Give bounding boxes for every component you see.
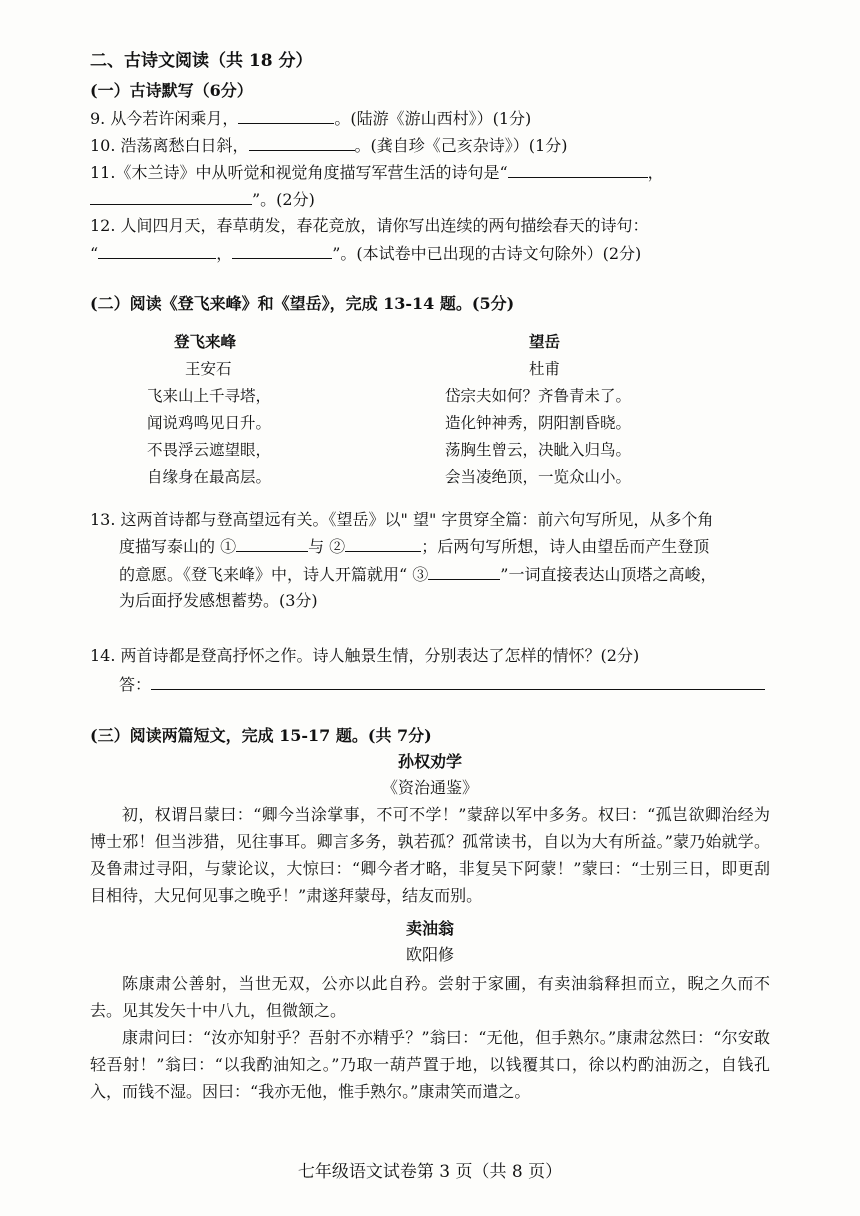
text2-author: 欧阳修 (405, 945, 454, 964)
poem1-line: 不畏浮云遮望眼， (147, 441, 272, 459)
section-title: 二、古诗文阅读（共 18 分） (90, 51, 313, 71)
question-13-cont: 为后面抒发感想蓄势。(3分) (119, 591, 318, 610)
question-13: 13. 这两首诗都与登高望远有关。《望岳》以" 望" 字贯穿全篇：前六句写所见，从多个角 (90, 510, 714, 529)
poem1-line: 飞来山上千寻塔， (147, 387, 272, 405)
question-12: 12. 人间四月天，春草萌发，春花竞放，请你写出连续的两句描绘春天的诗句： (90, 216, 649, 235)
answer-blank[interactable] (345, 535, 421, 552)
poem1-line: 闻说鸡鸣见日升。 (147, 414, 272, 432)
answer-blank[interactable] (90, 188, 252, 205)
answer-line[interactable] (151, 673, 765, 690)
subsection-1-title: (一）古诗默写（6分） (90, 81, 253, 100)
paragraph: 陈康肃公善射，当世无双，公亦以此自矜。尝射于家圃，有卖油翁释担而立，睨之久而不去。见其发矢十中八九，但微颔之。 (90, 974, 770, 1020)
poem2-line: 荡胸生曾云，决眦入归鸟。 (445, 441, 632, 459)
poem1-line: 自缘身在最高层。 (147, 468, 272, 486)
question-14: 14. 两首诗都是登高抒怀之作。诗人触景生情，分别表达了怎样的情怀？(2分) (90, 646, 640, 665)
question-14-answer: 答： (119, 673, 765, 696)
question-11-cont: ”。(2分) (90, 188, 315, 211)
answer-blank[interactable] (232, 242, 332, 259)
page-footer: 七年级语文试卷第 3 页（共 8 页） (297, 1162, 563, 1182)
question-13-cont: 的意愿。《登飞来峰》中，诗人开篇就用“ ③ ”一词直接表达山顶塔之高峻， (119, 565, 717, 584)
poem1-author: 王安石 (185, 360, 232, 378)
paragraph: 康肃问曰：“汝亦知射乎？吾射不亦精乎？”翁曰：“无他，但手熟尔。”康肃忿然曰：“尔安敢轻吾射！”翁曰：“以我酌油知之。”乃取一葫芦置于地，以钱覆其口，徐以杓酌油沥之，自钱孔入，而钱不湿。因曰：“我亦无他，惟手熟尔。”康肃笑而遣之。 (90, 1028, 770, 1101)
text1-source: 《资治通鉴》 (381, 778, 478, 797)
question-9: 9. 从今若许闲乘月， 。(陆游《游山西村》）(1分) (90, 109, 532, 128)
question-11: 11.《木兰诗》中从听觉和视觉角度描写军营生活的诗句是“ ， (90, 163, 664, 182)
question-10: 10. 浩荡离愁白日斜， 。(龚自珍《己亥杂诗》）(1分) (90, 136, 568, 155)
poem2-author: 杜甫 (529, 360, 561, 378)
answer-blank[interactable] (428, 563, 500, 580)
poem2-line: 造化钟神秀，阴阳割昏晓。 (445, 414, 632, 432)
text2-body (90, 970, 770, 1105)
text2-title: 卖油翁 (405, 919, 454, 938)
answer-blank[interactable] (238, 107, 334, 124)
question-13-cont: 度描写泰山的 ① 与 ② ；后两句写所想，诗人由望岳而产生登顶 (119, 537, 710, 556)
text1-title: 孙权劝学 (397, 752, 462, 771)
answer-blank[interactable] (249, 134, 355, 151)
answer-blank[interactable] (98, 242, 216, 259)
question-12-cont: “ ， ”。(本试卷中已出现的古诗文句除外）(2分) (90, 244, 642, 263)
text1-body (90, 801, 770, 909)
poem2-line: 岱宗夫如何？齐鲁青未了。 (445, 387, 632, 405)
poem2-line: 会当凌绝顶，一览众山小。 (445, 468, 632, 486)
paragraph: 初，权谓吕蒙曰：“卿今当涂掌事，不可不学！”蒙辞以军中多务。权曰：“孤岂欲卿治经为博士邪！但当涉猎，见往事耳。卿言多务，孰若孤？孤常读书，自以为大有所益。”蒙乃始就学。及鲁肃过寻阳，与蒙论议，大惊曰：“卿今者才略，非复吴下阿蒙！”蒙曰：“士别三日，即更刮目相待，大兄何见事之晚乎！”肃遂拜蒙母，结友而别。 (90, 805, 770, 905)
answer-blank[interactable] (508, 161, 648, 178)
poem2-title: 望岳 (529, 332, 561, 351)
poem1-title: 登飞来峰 (174, 332, 237, 351)
subsection-3-title: (三）阅读两篇短文，完成 15-17 题。(共 7分) (90, 726, 432, 745)
answer-blank[interactable] (236, 535, 308, 552)
subsection-2-title: (二）阅读《登飞来峰》和《望岳》，完成 13-14 题。(5分) (90, 294, 515, 313)
